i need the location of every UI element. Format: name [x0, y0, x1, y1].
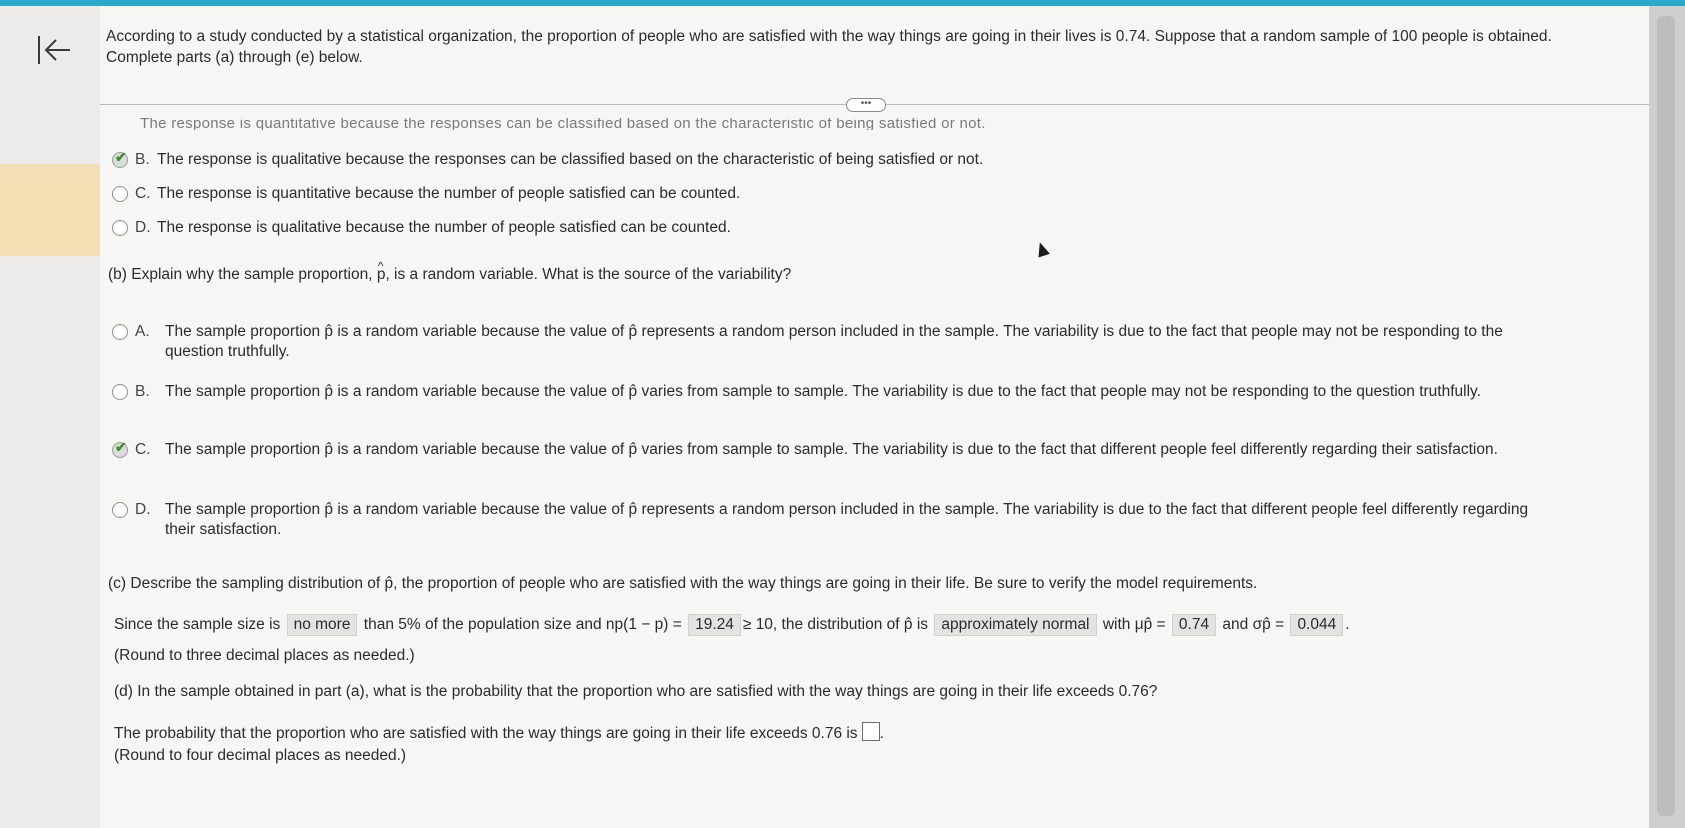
option-letter: D. [135, 501, 151, 518]
expand-dots-icon[interactable]: ••• [846, 98, 886, 112]
option-b-b[interactable] [112, 382, 1532, 402]
option-text: The sample proportion p̂ is a random variable because the value of p̂ represents a random person included in the sample. The variability is due to the fact that different people feel differently regarding their satisfaction. [165, 501, 1529, 538]
sentence-text: with μp̂ = [1102, 616, 1166, 633]
dropdown-distribution[interactable]: approximately normal [934, 614, 1096, 636]
option-a-d[interactable] [112, 218, 1532, 238]
radio-button[interactable] [112, 324, 128, 340]
checkmark-icon: ✔ [115, 439, 127, 455]
scrollbar[interactable] [1649, 6, 1685, 828]
option-letter: C. [135, 185, 151, 202]
mouse-cursor-icon [1034, 240, 1050, 257]
part-c-round-note: (Round to three decimal places as needed.) [114, 647, 415, 664]
cut-off-option: The response is quantitative because the responses can be classified based on the characteristic of being satisfied or not. [140, 118, 986, 130]
part-b-prompt [108, 265, 791, 285]
probability-answer-input[interactable] [862, 722, 880, 741]
sentence-text: ≥ 10, the distribution of p̂ is [742, 616, 929, 633]
radio-button[interactable] [112, 186, 128, 202]
option-b-c[interactable] [112, 440, 1532, 460]
option-a-c[interactable] [112, 184, 1532, 204]
radio-button[interactable] [112, 384, 128, 400]
checkmark-icon: ✔ [115, 149, 127, 165]
option-letter: D. [135, 219, 151, 236]
scrollbar-thumb[interactable] [1657, 16, 1675, 816]
option-letter: C. [135, 441, 151, 458]
radio-button[interactable] [112, 502, 128, 518]
option-text: The sample proportion p̂ is a random variable because the value of p̂ varies from sample to sample. The variability is due to the fact that different people feel differently regarding their satisfaction. [165, 441, 1498, 458]
option-text: The sample proportion p̂ is a random variable because the value of p̂ represents a random person included in the sample. The variability is due to the fact that people may not be responding to the question truthfully. [165, 323, 1503, 360]
option-b-d[interactable] [112, 500, 1532, 540]
left-highlight-strip [0, 164, 100, 256]
sentence-text: than 5% of the population size and np(1 − p) = [363, 616, 682, 633]
main-content [100, 6, 1649, 828]
option-text: The response is quantitative because the number of people satisfied can be counted. [157, 185, 741, 202]
prompt-text: (b) Explain why the sample proportion, [108, 266, 373, 283]
question-text: According to a study conducted by a statistical organization, the proportion of people who are satisfied with the way things are going in their lives is 0.74. Suppose that a random sample of 100 people is obtained. Complete parts (a) through (e) below. [106, 28, 1552, 66]
radio-button[interactable] [112, 439, 128, 458]
part-c-answer-line: Since the sample size is no more than 5% of the population size and np(1 − p) = 19.24 ≥ 10, the distribution of p̂ is approximately normal with μp̂ = 0.74 and σp̂ = 0.044 . [114, 614, 1350, 636]
option-text: The sample proportion p̂ is a random variable because the value of p̂ varies from sample to sample. The variability is due to the fact that people may not be responding to the question truthfully. [165, 383, 1481, 400]
left-panel [0, 6, 100, 828]
np-value-input[interactable]: 19.24 [688, 614, 741, 636]
option-text: The response is qualitative because the number of people satisfied can be counted. [157, 219, 731, 236]
dropdown-size-comparison[interactable]: no more [287, 614, 358, 636]
radio-button[interactable] [112, 149, 128, 168]
sentence-text: and σp̂ = [1222, 616, 1285, 633]
p-hat-symbol: ^ p [377, 265, 386, 285]
mean-input[interactable]: 0.74 [1172, 614, 1216, 636]
sentence-text: The probability that the proportion who are satisfied with the way things are going in their life exceeds 0.76 is [114, 725, 858, 742]
sentence-text: Since the sample size is [114, 616, 281, 633]
part-d-round-note: (Round to four decimal places as needed.) [114, 747, 407, 764]
prompt-text: , is a random variable. What is the source of the variability? [385, 266, 792, 283]
option-letter: B. [135, 383, 150, 400]
option-b-a[interactable] [112, 322, 1532, 362]
stddev-input[interactable]: 0.044 [1290, 614, 1343, 636]
option-a-b[interactable] [112, 150, 1532, 170]
radio-button[interactable] [112, 220, 128, 236]
option-text: The response is qualitative because the responses can be classified based on the characteristic of being satisfied or not. [157, 151, 984, 168]
back-to-start-icon[interactable] [36, 32, 76, 68]
option-letter: A. [135, 323, 150, 340]
part-c-prompt: (c) Describe the sampling distribution of p̂, the proportion of people who are satisfied with the way things are going in their life. Be sure to verify the model requirements. [108, 575, 1258, 592]
part-d-prompt: (d) In the sample obtained in part (a), what is the probability that the proportion who are satisfied with the way things are going in their life exceeds 0.76? [114, 683, 1158, 700]
option-letter: B. [135, 151, 150, 168]
part-d-answer-line: The probability that the proportion who are satisfied with the way things are going in their life exceeds 0.76 is . [114, 722, 884, 744]
